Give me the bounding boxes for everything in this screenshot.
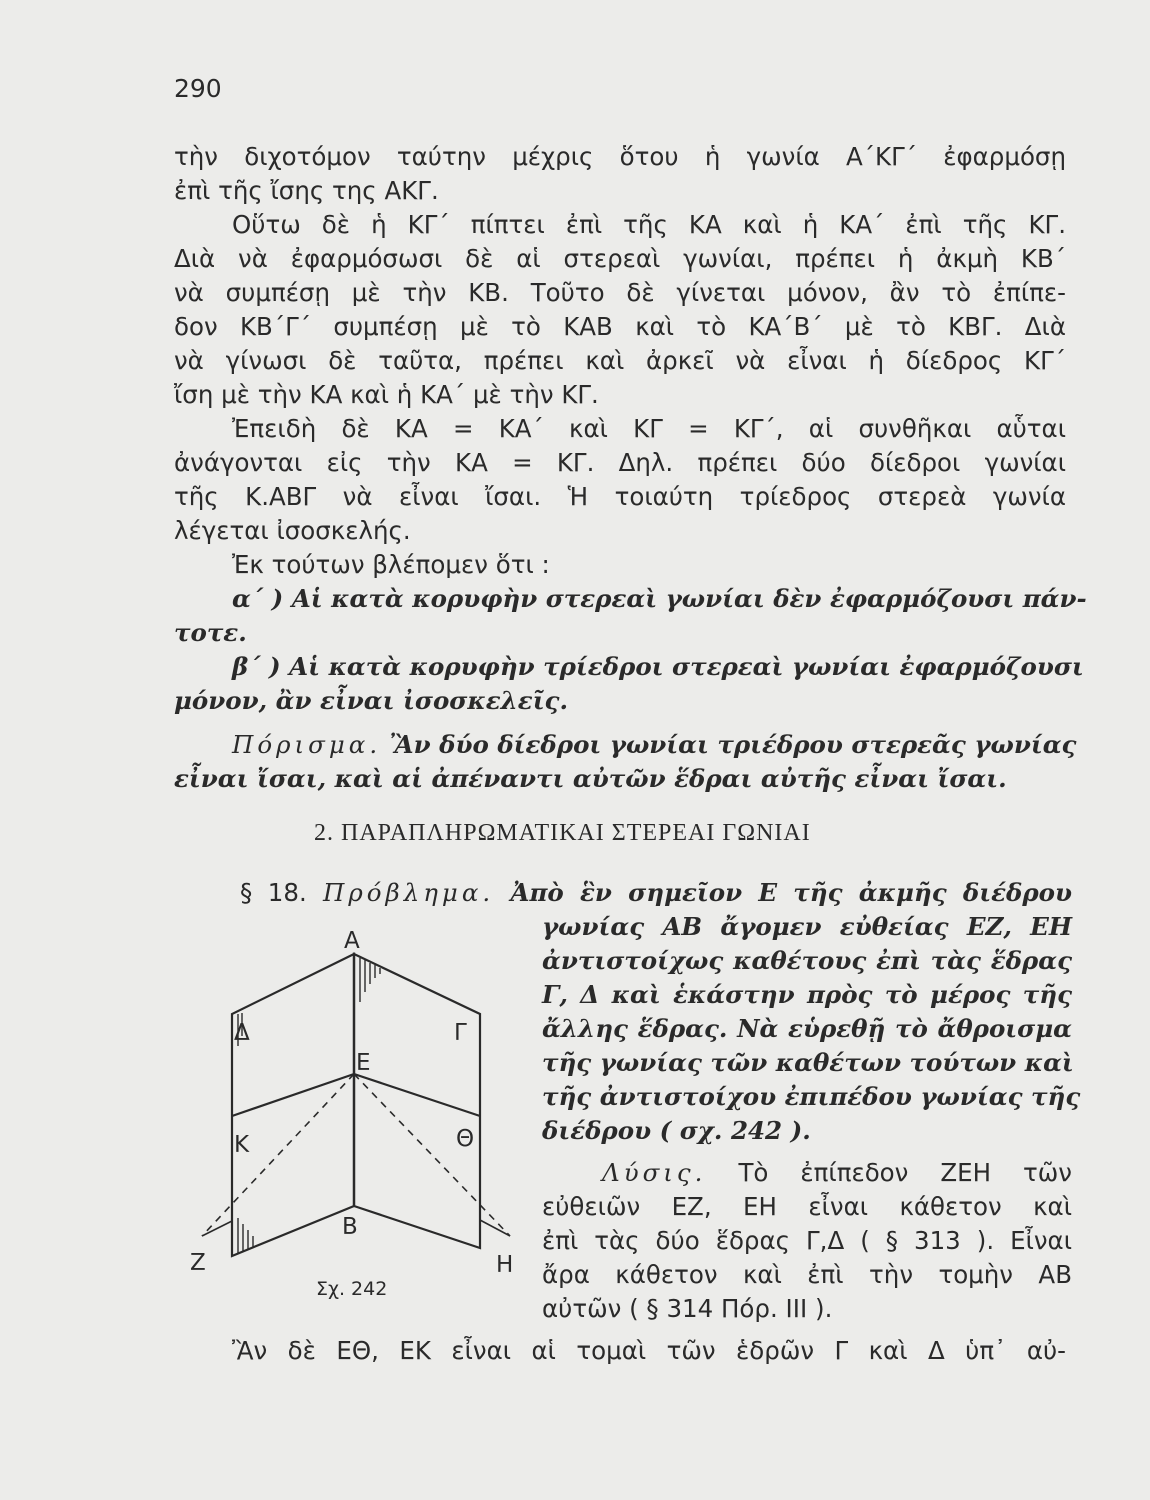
text-line: διέδρου ( σχ. 242 ). [542,1116,811,1145]
text-line: Ἐκ τούτων βλέπομεν ὅτι : [232,550,550,579]
porisma-text: Ἂν δύο δίεδροι γωνίαι τριέδρου στερεᾶς γωνίας [389,730,1077,759]
solution-line [602,1156,1072,1190]
line-ek [232,1074,354,1116]
text-line: Ἐπειδὴ δὲ ΚΑ = ΚΑ΄ καὶ ΚΓ = ΚΓ΄, αἱ συνθῆκαι αὗται [232,414,1066,443]
text-line: μόνον, ἂν εἶναι ἰσοσκελεῖς. [174,686,568,715]
porisma-label: Πόρισμα. [232,730,382,759]
page-number: 290 [174,74,222,103]
text-line: ἄρα κάθετον καὶ ἐπὶ τὴν τομὴν ΑΒ [542,1260,1072,1289]
face-delta [232,954,354,1256]
text-line: τὴν διχοτόμον ταύτην μέχρις ὅτου ἡ γωνία Α΄ΚΓ΄ ἐφαρμόσῃ [174,142,1066,171]
label-k: Κ [234,1132,250,1158]
problem-text: Ἀπὸ ἓν σημεῖον Ε τῆς ἀκμῆς διέδρου [510,878,1073,907]
line-etheta [354,1074,480,1116]
label-a: Α [344,928,360,954]
text-line: β΄ ) Αἱ κατὰ κορυφὴν τρίεδροι στερεαὶ γωνίαι ἐφαρμόζουσι [232,652,1084,681]
porisma-line [232,728,1077,762]
dihedral-figure [178,918,518,1318]
text-line: εἶναι ἴσαι, καὶ αἱ ἀπέναντι αὐτῶν ἕδραι αὐτῆς εἶναι ἴσαι. [174,764,1007,793]
text-line: ἄλλης ἕδρας. Νὰ εὑρεθῇ τὸ ἄθροισμα [542,1014,1072,1043]
text-line: Ἂν δὲ ΕΘ, ΕΚ εἶναι αἱ τομαὶ τῶν ἑδρῶν Γ καὶ Δ ὑπ᾽ αὐ- [232,1336,1066,1365]
line-eh [354,1074,510,1236]
solution-text: Τὸ ἐπίπεδον ΖΕΗ τῶν [738,1158,1072,1187]
label-h: Η [496,1252,514,1278]
text-line: ἀνάγονται εἰς τὴν ΚΑ = ΚΓ. Δηλ. πρέπει δύο δίεδροι γωνίαι [174,448,1066,477]
label-e: Ε [356,1050,371,1076]
text-line: ἐπὶ τὰς δύο ἕδρας Γ,Δ ( § 313 ). Εἶναι [542,1226,1072,1255]
text-line: Οὕτω δὲ ἡ ΚΓ΄ πίπτει ἐπὶ τῆς ΚΑ καὶ ἡ ΚΑ΄ ἐπὶ τῆς ΚΓ. [232,210,1066,239]
text-line: νὰ γίνωσι δὲ ταῦτα, πρέπει καὶ ἀρκεῖ νὰ εἶναι ἡ δίεδρος ΚΓ΄ [174,346,1066,375]
text-line: νὰ συμπέσῃ μὲ τὴν ΚΒ. Τοῦτο δὲ γίνεται μόνον, ἂν τὸ ἐπίπε- [174,278,1066,307]
text-line: λέγεται ἰσοσκελής. [174,516,411,545]
text-line: ἴση μὲ τὴν ΚΑ καὶ ἡ ΚΑ΄ μὲ τὴν ΚΓ. [174,380,599,409]
problem-line [240,876,1072,910]
text-line: Διὰ νὰ ἐφαρμόσωσι δὲ αἱ στερεαὶ γωνίαι, πρέπει ἡ ἀκμὴ ΚΒ΄ [174,244,1066,273]
problem-number: § 18. [240,878,307,907]
text-line: τῆς γωνίας τῶν καθέτων τούτων καὶ [542,1048,1074,1077]
figure-caption: Σχ. 242 [316,1278,388,1300]
text-line: τῆς Κ.ΑΒΓ νὰ εἶναι ἴσαι. Ἡ τοιαύτη τρίεδρος στερεὰ γωνία [174,482,1066,511]
text-line: ἐπὶ τῆς ἴσης της ΑΚΓ. [174,176,439,205]
label-delta: Δ [234,1020,250,1046]
label-b: Β [342,1214,358,1240]
face-gamma [354,954,480,1248]
label-gamma: Γ [454,1020,467,1046]
line-h-end [480,1220,510,1236]
section-heading: 2. ΠΑΡΑΠΛΗΡΩΜΑΤΙΚΑΙ ΣΤΕΡΕΑΙ ΓΩΝΙΑΙ [314,820,811,846]
problem-label: Πρόβλημα. [323,878,495,907]
text-line: ἀντιστοίχως καθέτους ἐπὶ τὰς ἕδρας [542,946,1072,975]
text-line: δον ΚΒ΄Γ΄ συμπέσῃ μὲ τὸ ΚΑΒ καὶ τὸ ΚΑ΄Β΄ μὲ τὸ ΚΒΓ. Διὰ [174,312,1066,341]
text-line: εὐθειῶν ΕΖ, ΕΗ εἶναι κάθετον καὶ [542,1192,1072,1221]
text-line: τοτε. [174,618,247,647]
text-line: αὐτῶν ( § 314 Πόρ. ΙΙΙ ). [542,1294,833,1323]
line-z-end [202,1221,232,1236]
text-line: Γ, Δ καὶ ἑκάστην πρὸς τὸ μέρος τῆς [542,980,1072,1009]
label-z: Ζ [190,1250,206,1276]
text-line: τῆς ἀντιστοίχου ἐπιπέδου γωνίας τῆς [542,1082,1081,1111]
label-theta: Θ [456,1126,475,1152]
solution-label: Λύσις. [602,1158,707,1187]
text-line: α΄ ) Αἱ κατὰ κορυφὴν στερεαὶ γωνίαι δὲν ἐφαρμόζουσι πάν- [232,584,1087,613]
text-line: γωνίας ΑΒ ἄγομεν εὐθείας ΕΖ, ΕΗ [542,912,1072,941]
line-ez [202,1074,354,1236]
